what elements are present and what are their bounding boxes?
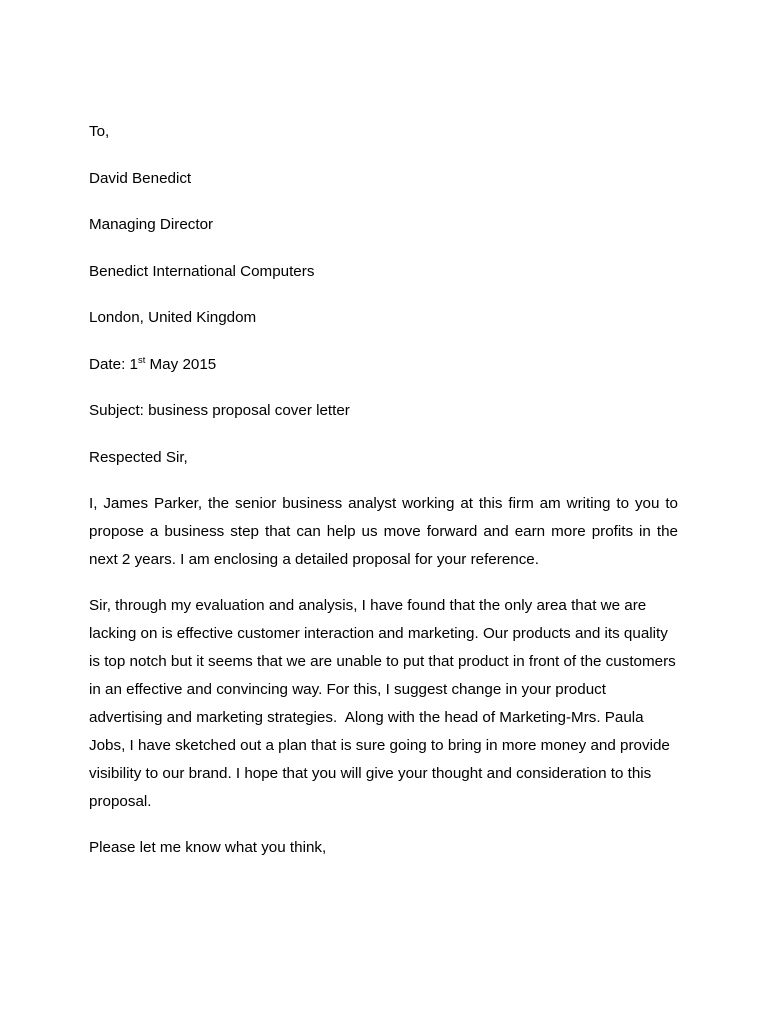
recipient-location: London, United Kingdom [89,309,257,326]
subject-line: Subject: business proposal cover letter [89,402,350,419]
recipient-title: Managing Director [89,216,214,233]
letter-body [89,118,683,862]
paragraph-intro: I, James Parker, the senior business analyst working at this firm am writing to you to propose a business step that can help us move forward and earn more profits in the next 2 years. I am enclosing a detailed proposal for your reference. [89,494,683,568]
date-month-year: May 2015 [145,355,217,373]
salutation: Respected Sir, [89,448,188,466]
recipient-company: Benedict International Computers [89,262,315,280]
paragraph-analysis: Sir, through my evaluation and analysis, I have found that the only area that we are lacking on is effective customer interaction and marketing. Our products and its quality is top notch but it seems that we are unable to put that product in front of the customers in an effective and convincing way. For this, I suggest change in your product advertising and marketing strategies. Along with the head of Marketing-Mrs. Paula Jobs, I have sketched out a plan that is sure going to bring in more money and provide visibility to our brand. I hope that you will give your thought and consideration to this proposal. [89,596,680,810]
date-line [89,351,678,379]
addressee-to-label: To, [89,123,110,140]
date-ordinal-suffix: st [137,353,146,365]
recipient-name: David Benedict [89,169,192,187]
date-label: Date: [89,355,130,373]
date-day: 1 [129,355,138,373]
closing-line: Please let me know what you think, [89,838,327,856]
